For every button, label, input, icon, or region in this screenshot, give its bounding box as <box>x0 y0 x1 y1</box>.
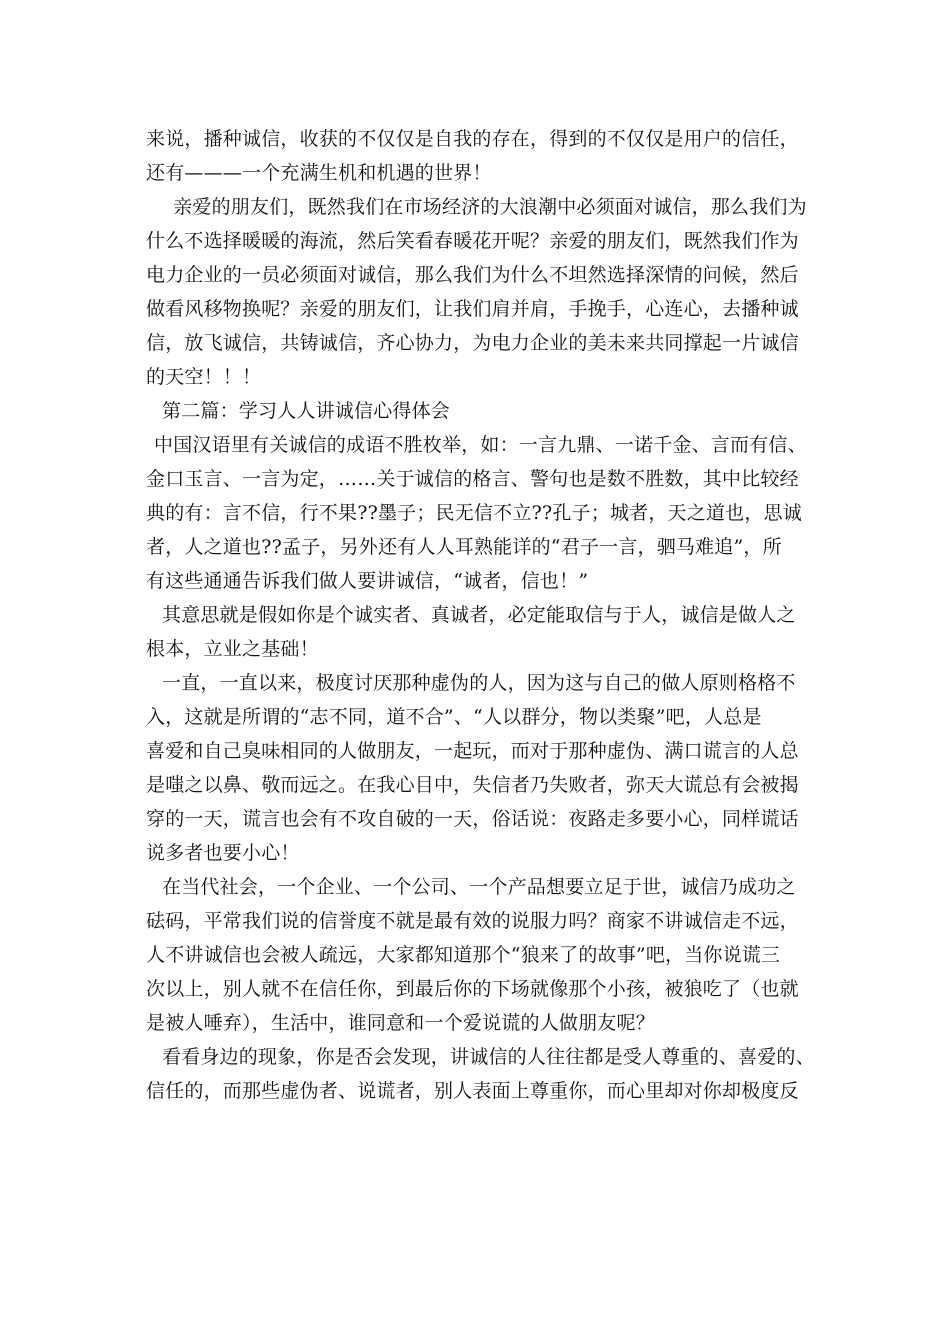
text-line: 在当代社会，一个企业、一个公司、一个产品想要立足于世，诚信乃成功之 <box>162 876 796 898</box>
text-line: 的天空！！！ <box>146 366 262 388</box>
section-heading: 第二篇：学习人人讲诚信心得体会 <box>162 400 451 422</box>
text-line: 有这些通通告诉我们做人要讲诚信，“诚者，信也！” <box>146 570 589 592</box>
text-line: 入，这就是所谓的“志不同，道不合”、“人以群分，物以类聚”吧，人总是 <box>146 706 762 728</box>
text-line: 其意思就是假如你是个诚实者、真诚者，必定能取信与于人，诚信是做人之 <box>162 604 796 626</box>
text-line: 信，放飞诚信，共铸诚信，齐心协力，为电力企业的美未来共同撑起一片诚信 <box>146 332 799 354</box>
text-line: 人不讲诚信也会被人疏远，大家都知道那个“狼来了的故事”吧，当你说谎三 <box>146 944 781 966</box>
text-line: 根本，立业之基础！ <box>146 638 319 660</box>
text-line: 次以上，别人就不在信任你，到最后你的下场就像那个小孩，被狼吃了（也就 <box>146 978 799 1000</box>
text-line: 说多者也要小心！ <box>146 842 300 864</box>
text-line: 亲爱的朋友们，既然我们在市场经济的大浪潮中必须面对诚信，那么我们为 <box>154 196 807 218</box>
text-line: 一直，一直以来，极度讨厌那种虚伪的人，因为这与自己的做人原则格格不 <box>162 672 796 694</box>
text-line: 看看身边的现象，你是否会发现，讲诚信的人往往都是受人尊重的、喜爱的、 <box>162 1046 815 1068</box>
text-line: 是嗤之以鼻、敬而远之。在我心目中，失信者乃失败者，弥天大谎总有会被揭 <box>146 774 799 796</box>
text-line: 电力企业的一员必须面对诚信，那么我们为什么不坦然选择深情的问候，然后 <box>146 264 799 286</box>
text-line: 穿的一天，谎言也会有不攻自破的一天，俗话说：夜路走多要小心，同样谎话 <box>146 808 799 830</box>
text-line: 信任的，而那些虚伪者、说谎者，别人表面上尊重你，而心里却对你却极度反 <box>146 1080 799 1102</box>
text-line: 喜爱和自己臭味相同的人做朋友，一起玩，而对于那种虚伪、满口谎言的人总 <box>146 740 799 762</box>
text-line: 什么不选择暖暖的海流，然后笑看春暖花开呢？亲爱的朋友们，既然我们作为 <box>146 230 799 252</box>
text-line: 是被人唾弃），生活中，谁同意和一个爱说谎的人做朋友呢？ <box>146 1012 655 1034</box>
text-line: 中国汉语里有关诚信的成语不胜枚举，如：一言九鼎、一诺千金、言而有信、 <box>154 434 807 456</box>
text-line: 还有———一个充满生机和机遇的世界！ <box>146 162 492 184</box>
text-line: 者，人之道也??孟子，另外还有人人耳熟能详的“君子一言，驷马难追”，所 <box>146 536 782 558</box>
text-line: 做看风移物换呢？亲爱的朋友们，让我们肩并肩，手挽手，心连心，去播种诚 <box>146 298 799 320</box>
text-line: 金口玉言、一言为定，……关于诚信的格言、警句也是数不胜数，其中比较经 <box>146 468 799 490</box>
text-line: 来说，播种诚信，收获的不仅仅是自我的存在，得到的不仅仅是用户的信任， <box>146 128 799 150</box>
text-line: 砝码，平常我们说的信誉度不就是最有效的说服力吗？商家不讲诚信走不远， <box>146 910 799 932</box>
text-line: 典的有：言不信，行不果??墨子；民无信不立??孔子；城者，天之道也，思诚 <box>146 502 802 524</box>
document-body <box>146 122 816 1108</box>
